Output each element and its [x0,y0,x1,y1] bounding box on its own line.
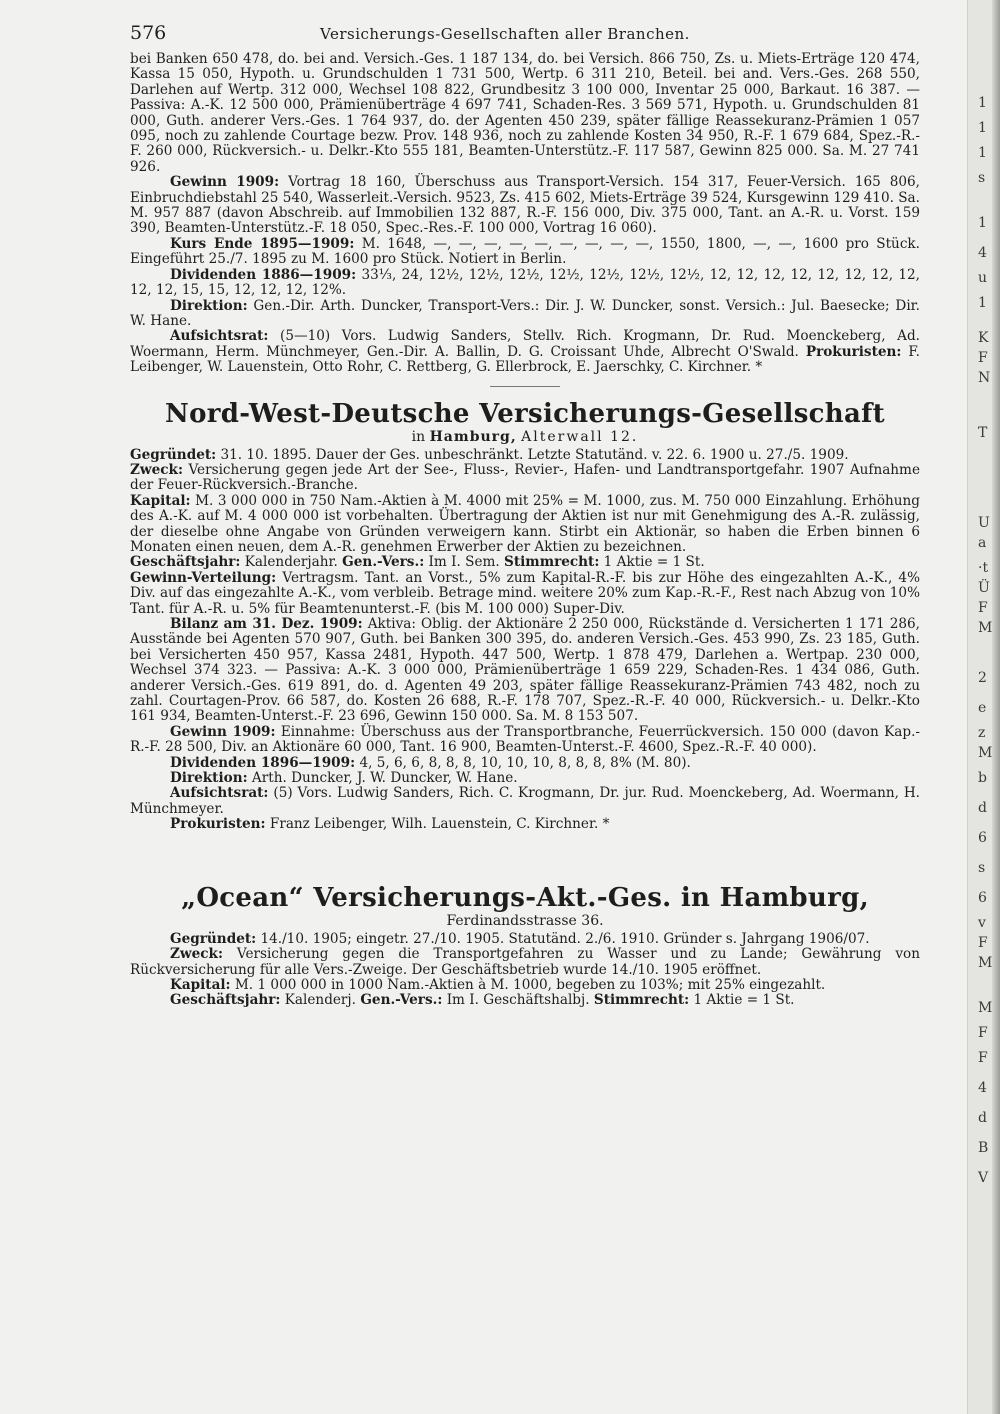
margin-fragment: 4 [978,245,987,261]
margin-fragment: s [978,860,986,876]
voting-right-label: Stimmrecht: [504,554,600,571]
margin-fragment: 1 [978,215,987,231]
margin-fragment: F [978,1025,988,1041]
profit-text: Einnahme: Überschuss aus der Transportbranche, Feuerrückversich. 150 000 (davon Kap.-R.-F. 28 500, Div. an Aktionäre 60 000, Tant. 16 900, Beamten-Unterst.-F. 4600, Spez.-R.-F. 40 000). [130,723,920,756]
margin-fragment: M [978,620,993,636]
fiscal-year-section [130,993,920,1008]
voting-right-text: 1 Aktie = 1 St. [693,992,795,1009]
company-street: Alterwall 12. [521,428,639,445]
supervisory-board-text: (5—10) Vors. Ludwig Sanders, Stellv. Rich. Krogmann, Dr. Rud. Moenckeberg, Ad. Woermann, Herm. Münchmeyer, Gen.-Dir. A. Ballin, D. G. Croissant Uhde, Albrecht O'Swald. [130,328,920,360]
fiscal-year-label: Geschäftsjahr: [130,554,241,571]
procurators-label: Prokuristen: [805,343,902,360]
dividends-section [130,268,920,299]
dividends-text: 4, 5, 6, 6, 8, 8, 8, 10, 10, 10, 8, 8, 8, 8% (M. 80). [359,754,691,771]
profit-distribution-text: Vertragsm. Tant. an Vorst., 5% zum Kapital-R.-F. bis zur Höhe des eingezahlten A.-K., 4% Div. auf das eingezahlte A.-K., vom verbleib. Betrage mind. weitere 20% zum Kap.-R.-F., Rest nach Abzug von 10% Tant. für A.-R. u. 5% für Beamtenunterst.-F. (bis M. 100 000) Super-Div. [130,569,920,617]
purpose-text: Versicherung gegen die Transportgefahren zu Wasser und zu Lande; Gewährung von Rückversicherung für alle Vers.-Zweige. Der Geschäftsbetrieb wurde 14./10. 1905 eröffnet. [130,946,920,978]
margin-fragment: 6 [978,830,987,846]
management-section [130,299,920,330]
margin-fragment: s [978,170,986,186]
price-text: M. 1648, —, —, —, —, —, —, —, —, —, 1550, 1800, —, —, 1600 pro Stück. Eingeführt 25./7. 1895 zu M. 1600 pro Stück. Notiert in Berlin. [130,235,920,268]
page-content [130,22,920,1009]
purpose-label: Zweck: [130,461,183,478]
margin-fragment: a [978,535,987,551]
company-title: Nord-West-Deutsche Versicherungs-Gesellschaft [165,398,885,429]
capital-label: Kapital: [130,492,191,509]
general-meeting-label: Gen.-Vers.: [342,554,425,571]
procurators-label: Prokuristen: [170,816,266,833]
fiscal-year-text: Kalenderj. [284,992,356,1009]
gutter-shadow [992,0,1000,1414]
previous-company-entry [130,52,920,376]
margin-fragment: M [978,955,993,971]
management-label: Direktion: [170,770,248,787]
margin-fragment: u [978,270,988,286]
margin-fragment: 1 [978,295,987,311]
general-meeting-text: Im I. Geschäftshalbj. [446,992,590,1009]
margin-fragment: d [978,800,987,816]
margin-fragment: v [978,915,986,931]
margin-fragment: 1 [978,95,987,111]
capital-section [130,494,920,556]
company-location [130,429,920,446]
profit-section [130,725,920,756]
running-head: Versicherungs-Gesellschaften aller Branchen. [320,25,690,43]
margin-fragment: 6 [978,890,987,906]
location-prefix: in [411,428,426,445]
margin-fragment: ·t [978,560,989,576]
fiscal-year-text: Kalenderjahr. [244,554,338,571]
procurators-section [130,817,920,832]
margin-fragment: N [978,370,991,386]
supervisory-board-text: (5) Vors. Ludwig Sanders, Rich. C. Krogmann, Dr. jur. Rud. Moenckeberg, Ad. Woermann, H. Münchmeyer. [130,785,921,817]
founded-label: Gegründet: [130,446,217,463]
management-text: Gen.-Dir. Arth. Duncker, Transport-Vers.: Dir. J. W. Duncker, sonst. Versich.: Jul. Baesecke; Dir. W. Hane. [130,297,920,329]
margin-fragment: 2 [978,670,987,686]
supervisory-board-section [130,786,920,817]
profit-section [130,175,920,237]
capital-section [130,978,920,993]
balance-continuation: bei Banken 650 478, do. bei and. Versich.-Ges. 1 187 134, do. bei Versich. 866 750, Zs. u. Miets-Erträge 120 474, Kassa 15 050, Hypoth. u. Grundschulden 1 731 500, Wertp. 6 311 210, Beteil. bei and. Vers.-Ges. 268 550, Darlehen auf Wertp. 312 000, Wechsel 108 822, Grundbesitz 3 100 000, Inventar 25 000, Barkaut. 16 387. — Passiva: A.-K. 12 500 000, Prämienüberträge 4 697 741, Schaden-Res. 3 569 571, Hypoth. u. Grundschulden 81 000, Guth. anderer Vers.-Ges. 1 764 937, do. der Agenten 450 239, später fällige Reassekuranz-Prämien 1 057 095, noch zu zahlende Courtage bezw. Prov. 148 936, noch zu zahlende Kosten 34 950, R.-F. 1 679 684, Spez.-R.-F. 260 000, Rückversich.- u. Delkr.-Kto 555 181, Beamten-Unterstütz.-F. 117 587, Gewinn 825 000. Sa. M. 27 741 926. [130,51,920,175]
margin-fragment: K [978,330,989,346]
margin-fragment: F [978,1050,988,1066]
fiscal-year-section [130,555,920,570]
dividends-section [130,756,920,771]
margin-fragment: d [978,1110,987,1126]
purpose-section [130,463,920,494]
company-entry-nwd [130,399,920,833]
section-gap [130,833,920,877]
founded-section [130,932,920,947]
profit-label: Gewinn 1909: [170,723,276,740]
company-entry-ocean [130,883,920,1009]
management-section [130,771,920,786]
capital-text: M. 3 000 000 in 750 Nam.-Aktien à M. 4000 mit 25% = M. 1000, zus. M. 750 000 Einzahlung. Erhöhung des A.-K. auf M. 4 000 000 ist vorbehalten. Übertragung der Aktien ist nur mit Genehmigung des A.-R. zulässig, der dieselbe ohne Angabe von Gründen verweigern kann. Stirbt ein Aktionär, so haben die Erben binnen 6 Monaten einen neuen, dem A.-R. genehmen Erwerber der Aktien zu bezeichnen. [130,492,920,555]
margin-fragment: U [978,515,990,531]
company-street: Ferdinandsstrasse 36. [446,912,604,929]
founded-text: 31. 10. 1895. Dauer der Ges. unbeschränkt. Letzte Statutänd. v. 22. 6. 1900 u. 27./5. 1909. [220,446,849,463]
supervisory-board-section [130,329,920,375]
purpose-section [130,947,920,978]
margin-fragment: 1 [978,120,987,136]
purpose-text: Versicherung gegen jede Art der See-, Fluss-, Revier-, Hafen- und Landtransportgefahr. 1907 Aufnahme der Feuer-Rückversich.-Branche. [130,461,920,494]
management-label: Direktion: [170,297,248,314]
margin-fragment: F [978,600,988,616]
margin-fragment: F [978,935,988,951]
procurators-text: F. Leibenger, W. Lauenstein, Otto Rohr, C. Rettberg, G. Ellerbrock, E. Jaerschky, C. Kirchner. * [130,343,920,376]
profit-label: Gewinn 1909: [170,174,280,191]
founded-label: Gegründet: [170,930,257,947]
general-meeting-label: Gen.-Vers.: [360,992,443,1009]
margin-fragment: M [978,1000,993,1016]
margin-fragment: Ü [978,580,990,596]
dividends-label: Dividenden 1886—1909: [170,266,357,283]
supervisory-board-label: Aufsichtsrat: [170,785,269,802]
company-title: „Ocean“ Versicherungs-Akt.-Ges. in Hamburg, [181,882,869,913]
management-text: Arth. Duncker, J. W. Duncker, W. Hane. [251,770,518,787]
voting-right-label: Stimmrecht: [593,992,690,1009]
profit-distribution-section [130,571,920,617]
margin-fragment: F [978,350,988,366]
voting-right-text: 1 Aktie = 1 St. [603,554,705,571]
dividends-label: Dividenden 1896—1909: [170,754,356,771]
price-section [130,237,920,268]
profit-text: Vortrag 18 160, Überschuss aus Transport-Versich. 154 317, Feuer-Versich. 165 806, Einbruchdiebstahl 25 540, Wasserleit.-Versich. 9523, Zs. 415 602, Miets-Erträge 39 524, Kursgewinn 129 410. Sa. M. 957 887 (davon Abschreib. auf Immobilien 132 887, R.-F. 156 000, Div. 375 000, Tant. an A.-R. u. Vorst. 159 390, Beamten-Unterstütz.-F. 18 050, Spec.-Res.-F. 100 000, Vortrag 16 060). [130,174,921,237]
margin-fragment: T [978,425,988,441]
margin-fragment: B [978,1140,989,1156]
balance-section [130,617,920,725]
capital-label: Kapital: [170,976,231,993]
fiscal-year-label: Geschäftsjahr: [170,992,281,1009]
dividends-text: 33⅓, 24, 12½, 12½, 12½, 12½, 12½, 12½, 12½, 12, 12, 12, 12, 12, 12, 12, 12, 12, 12, 15, 15, 12, 12, 12, 12%. [130,266,921,299]
price-label: Kurs Ende 1895—1909: [170,235,355,252]
capital-text: M. 1 000 000 in 1000 Nam.-Aktien à M. 1000, begeben zu 103%; mit 25% eingezahlt. [234,976,826,993]
section-divider [490,386,560,387]
margin-fragment: M [978,745,993,761]
margin-fragment: z [978,725,986,741]
margin-fragment: V [978,1170,989,1186]
founded-section [130,448,920,463]
general-meeting-text: Im I. Sem. [428,554,500,571]
supervisory-board-label: Aufsichtsrat: [170,328,269,345]
balance-text: Aktiva: Oblig. der Aktionäre 2 250 000, Rückstände d. Versicherten 1 171 286, Ausstände bei Agenten 570 907, Guth. bei Banken 300 395, do. anderen Versich.-Ges. 453 990, Zs. 23 185, Guth. bei Versicherten 450 957, Kassa 2481, Hypoth. 447 500, Wertp. 1 878 479, Darlehen a. Wertpap. 230 000, Wechsel 374 323. — Passiva: A.-K. 3 000 000, Prämienüberträge 1 659 229, Schaden-Res. 1 434 086, Guth. anderer Versich.-Ges. 619 891, do. d. Agenten 49 203, später fällige Reassekuranz-Prämien 743 482, noch zu zahl. Courtagen-Prov. 66 587, do. Kosten 26 688, R.-F. 178 707, Spez.-R.-F. 40 000, Rückversich.- u. Delkr.-Kto 161 934, Beamten-Unterst.-F. 23 696, Gewinn 150 000. Sa. M. 8 153 507. [130,616,920,725]
company-city: Hamburg, [429,428,517,445]
page-header [130,22,920,52]
margin-fragment: b [978,770,987,786]
page-number: 576 [130,22,167,44]
procurators-text: Franz Leibenger, Wilh. Lauenstein, C. Kirchner. * [269,816,610,833]
balance-label: Bilanz am 31. Dez. 1909: [170,616,363,632]
margin-fragment: 4 [978,1080,987,1096]
margin-fragment: 1 [978,145,987,161]
profit-distribution-label: Gewinn-Verteilung: [130,569,277,586]
margin-fragment: e [978,700,987,716]
founded-text: 14./10. 1905; eingetr. 27./10. 1905. Statutänd. 2./6. 1910. Gründer s. Jahrgang 1906/07. [260,930,870,947]
purpose-label: Zweck: [170,946,223,963]
company-location [130,913,920,930]
